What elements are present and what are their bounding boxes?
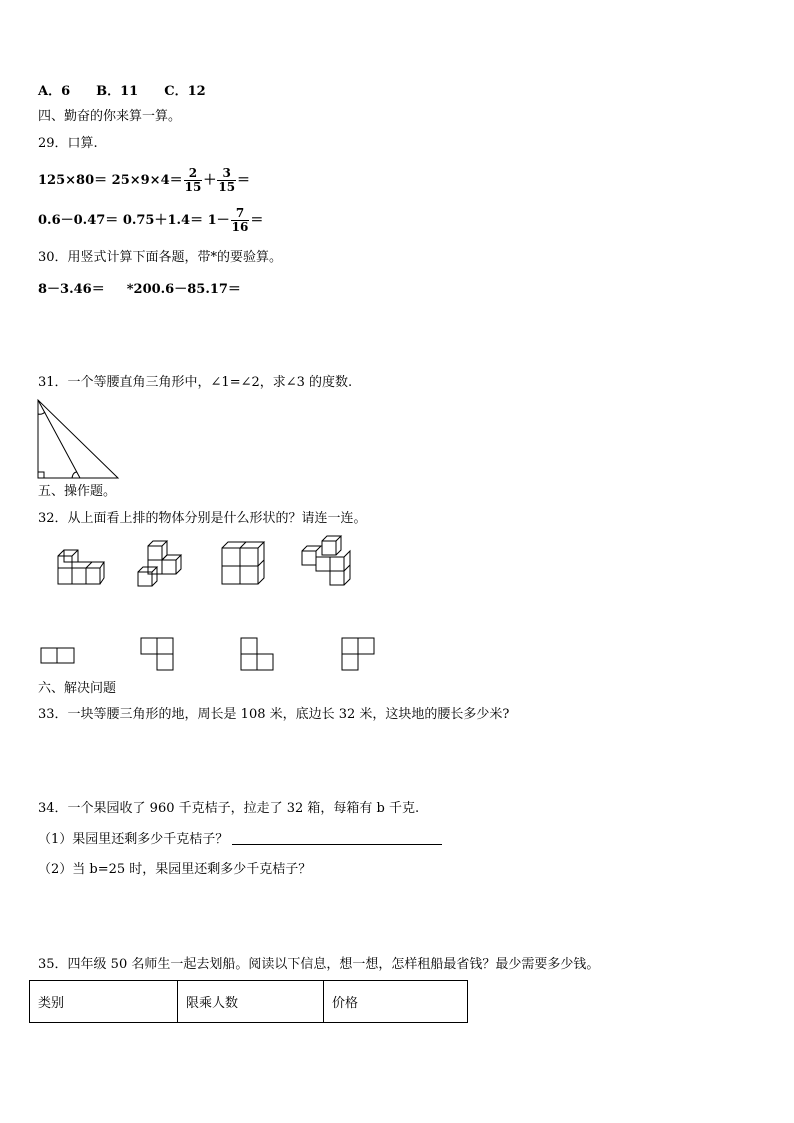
choices-line <box>38 84 206 100</box>
fraction-7-16: $\frac{7}{16}$ <box>231 206 249 234</box>
boat-rental-table <box>29 980 468 1023</box>
section-5-heading: 五、操作题。 <box>38 484 117 499</box>
expr-0.6-0.47: 0.6－0.47＝ <box>38 213 119 228</box>
fraction-3-15: $\frac{3}{15}$ <box>218 166 236 194</box>
choice-c: C．12 <box>164 84 206 99</box>
cube-figure-4 <box>300 535 356 589</box>
expr-0.75+1.4: 0.75＋1.4＝ <box>122 213 204 228</box>
cube-figure-3 <box>220 540 268 588</box>
equals-sign: ＝ <box>237 173 251 188</box>
choice-a: A．6 <box>38 84 71 99</box>
calc-row-2 <box>38 206 263 236</box>
header-category: 类别 <box>30 981 178 1023</box>
top-view-shape-4 <box>341 637 377 673</box>
header-price: 价格 <box>324 981 468 1023</box>
question-30: 30．用竖式计算下面各题，带*的要验算。 <box>38 250 283 265</box>
table-row <box>30 981 468 1023</box>
expr-8-3.46: 8－3.46＝ <box>38 282 105 297</box>
section-4-heading: 四、勤奋的你来算一算。 <box>38 109 182 124</box>
question-31: 31．一个等腰直角三角形中，∠1=∠2，求∠3 的度数. <box>38 375 353 390</box>
expr-25x9x4: 25×9×4＝ <box>111 173 183 188</box>
right-triangle-figure <box>36 398 122 482</box>
fraction-2-15: $\frac{2}{15}$ <box>184 166 202 194</box>
expr-200.6-85.17: *200.6－85.17＝ <box>126 282 241 297</box>
question-34-part-1-text: （1）果园里还剩多少千克桔子？ <box>38 832 229 847</box>
question-30-exprs <box>38 282 241 298</box>
question-29: 29．口算. <box>38 136 98 151</box>
question-34: 34．一个果园收了 960 千克桔子，拉走了 32 箱，每箱有 b 千克. <box>38 801 420 816</box>
question-32: 32．从上面看上排的物体分别是什么形状的？请连一连。 <box>38 511 367 526</box>
answer-blank[interactable] <box>232 832 442 845</box>
plus-sign: ＋ <box>203 173 217 188</box>
expr-125x80: 125×80＝ <box>38 173 108 188</box>
question-34-part-1 <box>38 832 442 848</box>
cube-figure-2 <box>136 540 188 590</box>
header-capacity: 限乘人数 <box>178 981 324 1023</box>
question-35: 35．四年级 50 名师生一起去划船。阅读以下信息，想一想，怎样租船最省钱？最少需要多少钱。 <box>38 957 600 972</box>
top-view-shape-1 <box>40 647 76 665</box>
top-view-shape-3 <box>240 637 276 673</box>
cube-figure-1 <box>56 550 104 588</box>
calc-row-1 <box>38 166 250 196</box>
top-view-shape-2 <box>140 637 176 673</box>
expr-1-minus: 1－ <box>207 213 230 228</box>
section-6-heading: 六、解决问题 <box>38 681 117 696</box>
choice-b: B．11 <box>96 84 139 99</box>
question-33: 33．一块等腰三角形的地，周长是 108 米，底边长 32 米，这块地的腰长多少米? <box>38 707 510 722</box>
question-34-part-2: （2）当 b=25 时，果园里还剩多少千克桔子？ <box>38 862 312 877</box>
equals-sign: ＝ <box>250 213 264 228</box>
